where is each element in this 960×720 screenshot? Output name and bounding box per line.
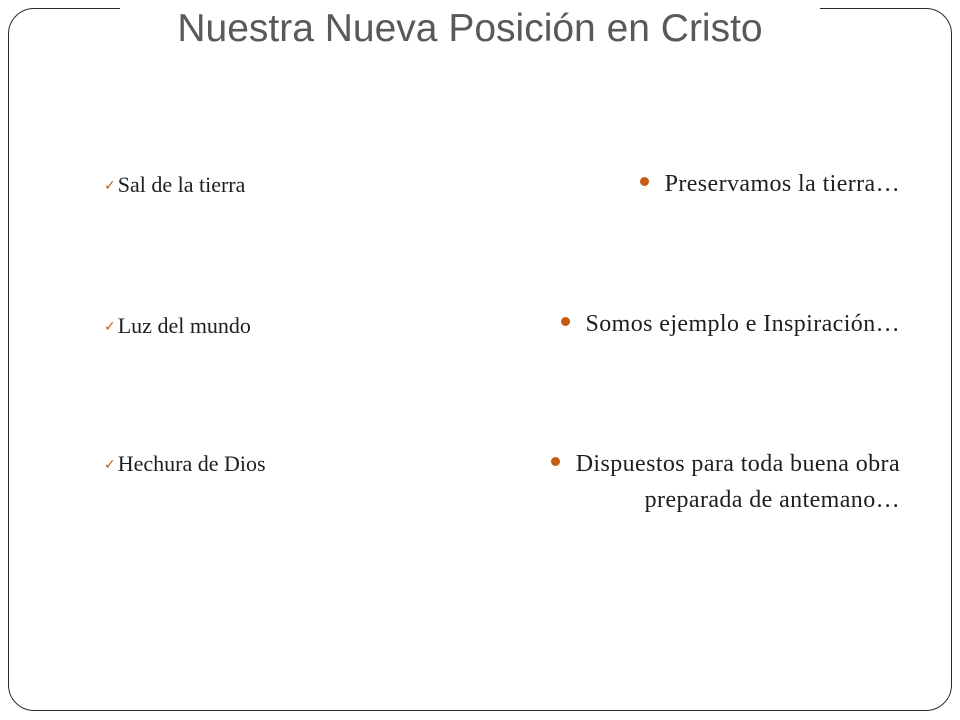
right-bullet-list <box>460 0 900 720</box>
list-item-text: Somos ejemplo e Inspiración… <box>585 311 900 337</box>
bullet-dot-icon <box>640 177 649 186</box>
slide-title: Nuestra Nueva Posición en Cristo <box>177 7 763 50</box>
list-item-ejemplo <box>460 306 900 342</box>
list-item-text: Dispuestos para toda buena obra <box>575 451 900 477</box>
list-item-hechura <box>104 451 266 477</box>
checkmark-icon: ✓ <box>104 457 116 473</box>
list-item-sal <box>104 172 245 198</box>
list-item-text: Preservamos la tierra… <box>664 171 900 197</box>
list-item-text-continuation: preparada de antemano… <box>644 487 900 513</box>
list-item-label: Luz del mundo <box>117 313 251 338</box>
list-item-dispuestos <box>460 446 900 518</box>
list-item-label: Hechura de Dios <box>117 451 266 476</box>
list-item-luz <box>104 313 251 339</box>
list-item-label: Sal de la tierra <box>117 172 246 197</box>
checkmark-icon: ✓ <box>104 178 116 194</box>
list-item-preservamos <box>460 166 900 202</box>
checkmark-icon: ✓ <box>104 319 116 335</box>
bullet-dot-icon <box>551 457 560 466</box>
left-checklist <box>104 0 464 720</box>
bullet-dot-icon <box>561 317 570 326</box>
